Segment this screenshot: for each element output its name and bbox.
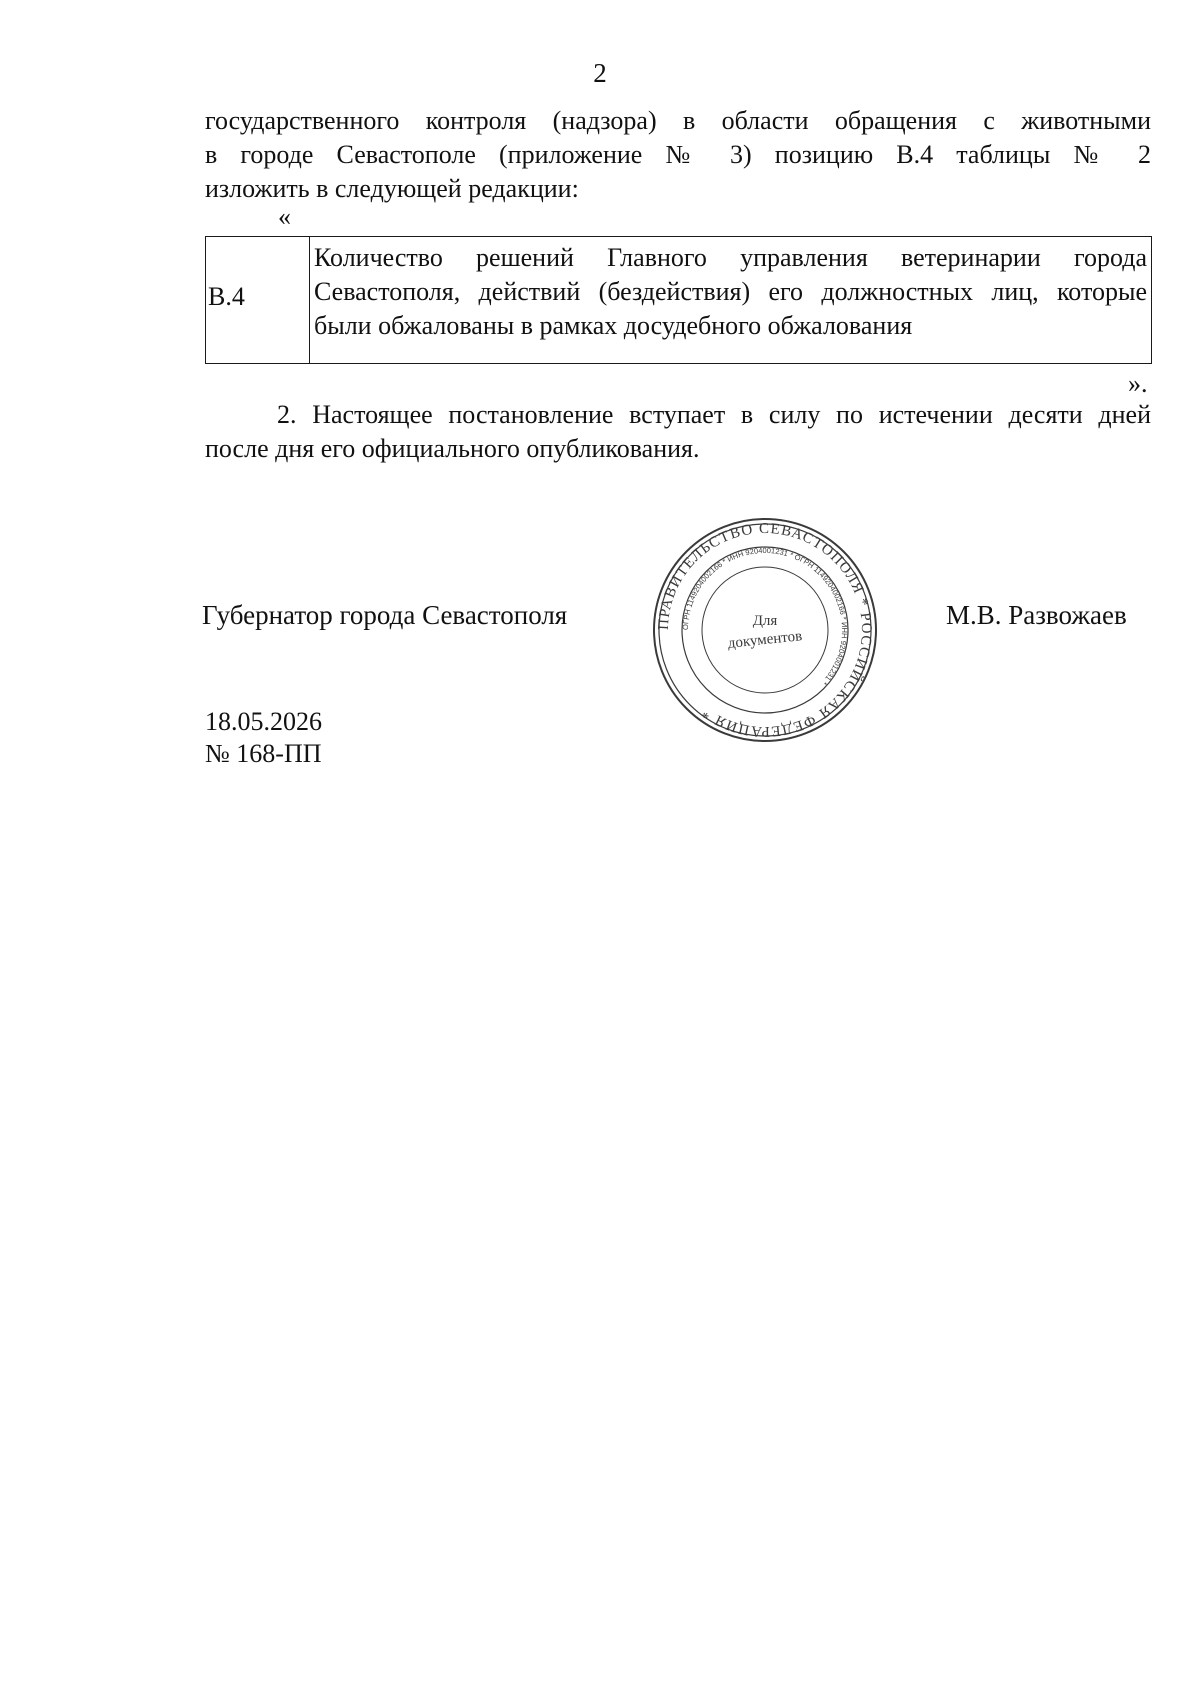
- page-number: 2: [593, 58, 607, 88]
- signatory-name: М.В. Развожаев: [946, 600, 1127, 630]
- paragraph-line: 2. Настоящее постановление вступает в силу по истечении десяти дней: [277, 400, 1151, 429]
- paragraph-2: [205, 398, 1151, 466]
- intro-paragraph: [205, 104, 1151, 206]
- description-line: были обжалованы в рамках досудебного обжалования: [314, 311, 913, 340]
- seal-center-line-1: Для: [752, 613, 778, 629]
- intro-line: в городе Севастополе (приложение № 3) позицию В.4 таблицы № 2: [205, 140, 1151, 169]
- official-seal: [650, 515, 880, 745]
- intro-line: изложить в следующей редакции:: [205, 174, 579, 203]
- seal-inner-ring: [702, 567, 828, 693]
- seal-center-line-2: документов: [727, 628, 803, 652]
- position-code: В.4: [206, 237, 310, 364]
- document-date: 18.05.2026: [205, 707, 322, 736]
- description-line: Количество решений Главного управления ветеринарии города: [314, 243, 1147, 272]
- table-row: [206, 237, 1152, 364]
- document-number: № 168-ПП: [205, 739, 322, 768]
- intro-line: государственного контроля (надзора) в области обращения с животными: [205, 106, 1151, 135]
- opening-quote: «: [278, 202, 291, 231]
- position-description: [310, 237, 1152, 364]
- paragraph-line: после дня его официального опубликования.: [205, 434, 700, 463]
- signatory-title: Губернатор города Севастополя: [202, 600, 568, 630]
- description-line: Севастополя, действий (бездействия) его должностных лиц, которые: [314, 277, 1147, 306]
- seal-graphic: [650, 515, 880, 745]
- seal-inner-text: ОГРН 1149204002166 * ИНН 9204001231 * ОГРН 1149204002166 * ИНН 9204001231 *: [680, 545, 850, 687]
- amendment-table: [205, 236, 1152, 364]
- seal-outer-text: ПРАВИТЕЛЬСТВО СЕВАСТОПОЛЯ * РОССИЙСКАЯ ФЕДЕРАЦИЯ *: [655, 520, 875, 740]
- closing-quote: ».: [1128, 369, 1148, 398]
